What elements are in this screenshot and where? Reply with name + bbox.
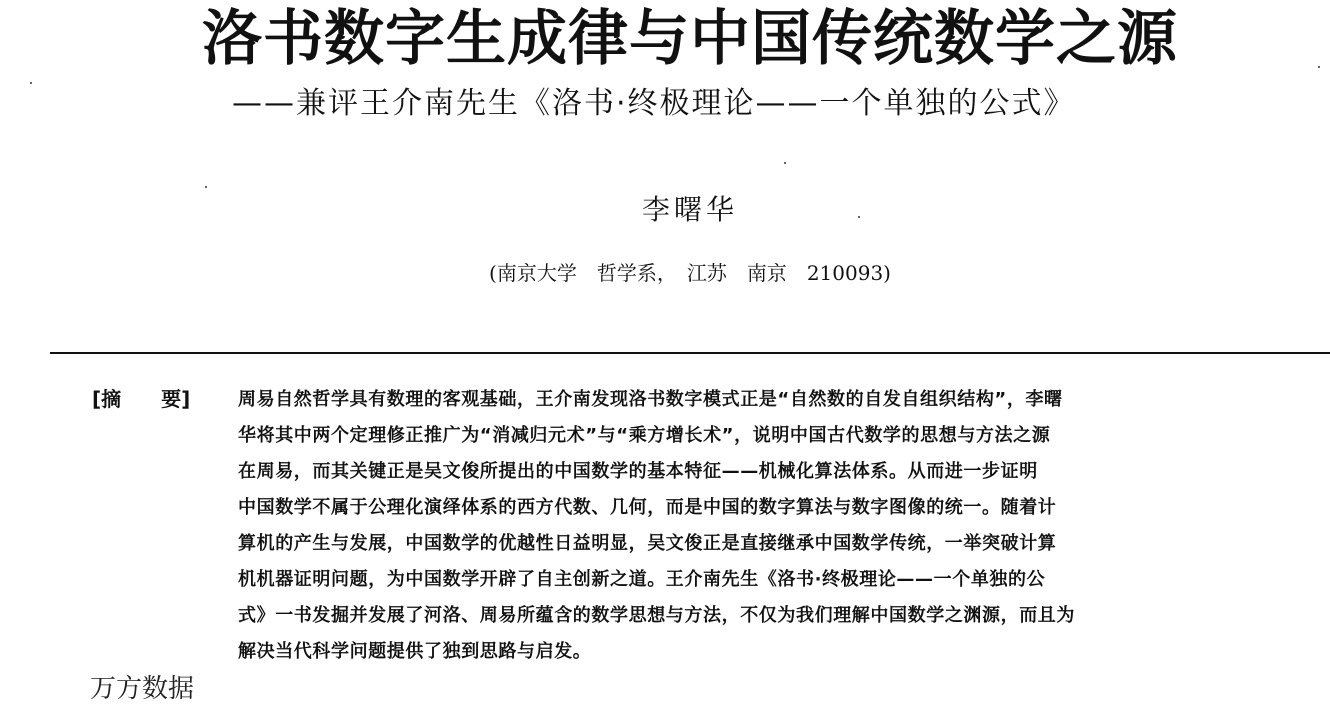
- paper-title: 洛书数字生成律与中国传统数学之源: [202, 4, 1178, 74]
- scan-speck: [30, 82, 32, 84]
- abstract-line: 机机器证明问题，为中国数学开辟了自主创新之道。王介南先生《洛书·终极理论——一个单独的公: [238, 569, 1046, 590]
- abstract-line: 中国数学不属于公理化演绎体系的西方代数、几何，而是中国的数字算法与数字图像的统一。随着计: [238, 497, 1057, 518]
- watermark-text: 万方数据: [90, 674, 195, 704]
- author-affiliation: (南京大学 哲学系， 江苏 南京 210093): [489, 261, 891, 285]
- abstract-line: 在周易，而其关键正是吴文俊所提出的中国数学的基本特征——机械化算法体系。从而进一步证明: [238, 461, 1038, 482]
- horizontal-divider: [50, 352, 1330, 354]
- scan-speck: [858, 216, 860, 218]
- abstract-line: 算机的产生与发展，中国数学的优越性日益明显，吴文俊正是直接继承中国数学传统，一举突破计算: [238, 533, 1057, 554]
- paper-subtitle: ——兼评王介南先生《洛书·终极理论——一个单独的公式》: [232, 86, 1076, 121]
- abstract-label: [摘 要]: [92, 387, 191, 411]
- abstract-line: 周易自然哲学具有数理的客观基础，王介南发现洛书数字模式正是“自然数的自发自组织结构”，李曙: [238, 389, 1063, 410]
- scan-speck: [1318, 66, 1320, 68]
- abstract-line: 华将其中两个定理修正推广为“消减归元术”与“乘方增长术”，说明中国古代数学的思想与方法之源: [238, 425, 1051, 446]
- scan-speck: [784, 162, 786, 164]
- abstract-line: 式》一书发掘并发展了河洛、周易所蕴含的数学思想与方法，不仅为我们理解中国数学之渊源，而且为: [238, 605, 1075, 626]
- abstract-body: [238, 382, 1298, 670]
- scan-speck: [205, 186, 207, 188]
- abstract-line: 解决当代科学问题提供了独到思路与启发。: [238, 641, 592, 662]
- author-name: 李曙华: [641, 193, 738, 226]
